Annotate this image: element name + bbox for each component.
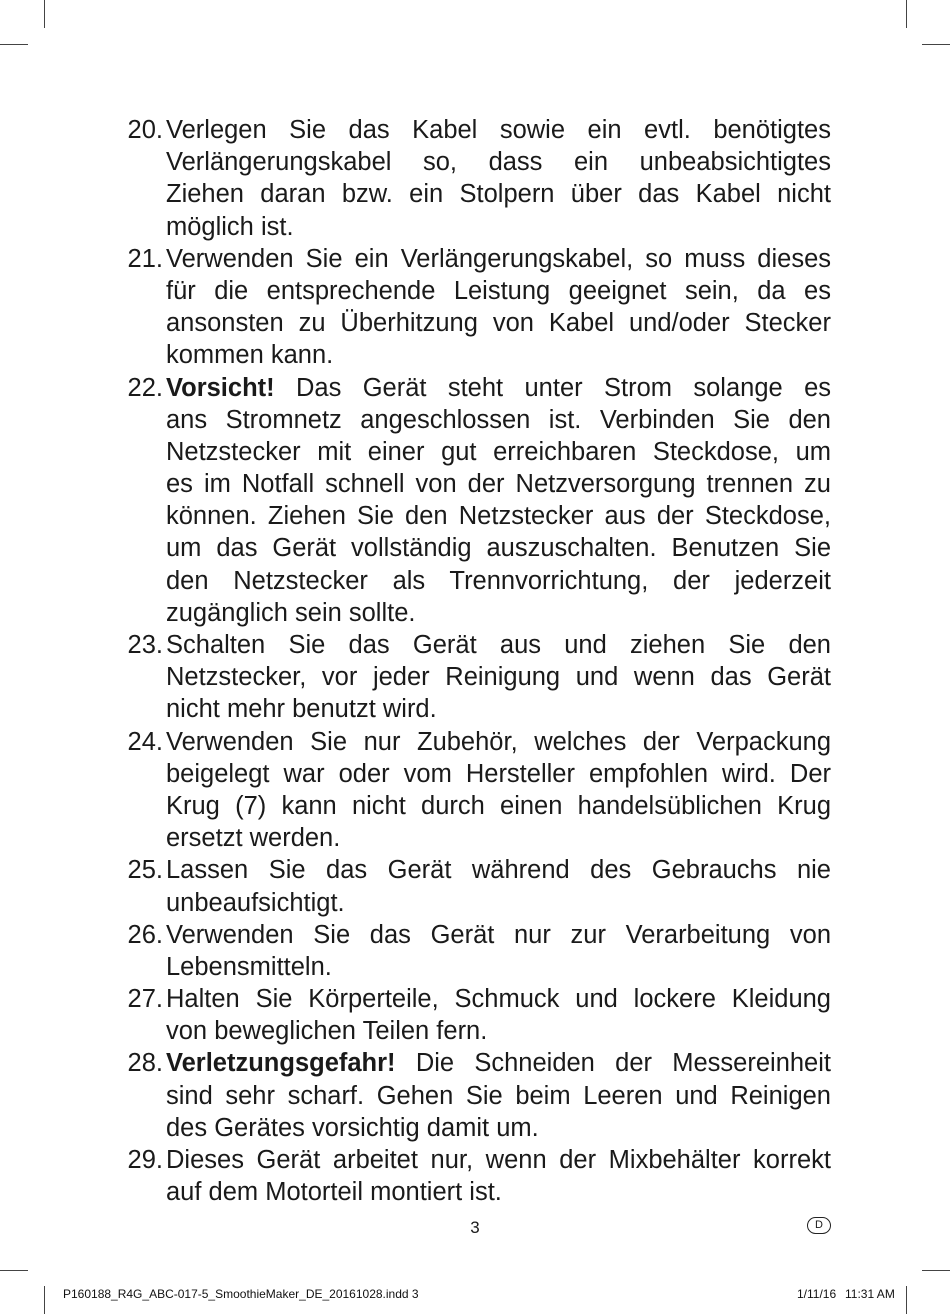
text-line: um das Gerät vollständig auszuschalten. Benutzen Sie bbox=[166, 534, 831, 563]
text-line: von beweglichen Teilen fern. bbox=[166, 1017, 488, 1046]
crop-mark bbox=[906, 0, 907, 28]
text-line: sind sehr scharf. Gehen Sie beim Leeren und Reinigen bbox=[166, 1081, 831, 1110]
text-line: des Gerätes vorsichtig damit um. bbox=[166, 1113, 539, 1142]
text-line: ansonsten zu Überhitzung von Kabel und/oder Stecker bbox=[166, 309, 831, 338]
list-item-number: 27. bbox=[127, 985, 163, 1014]
text-line: für die entsprechende Leistung geeignet sein, da es bbox=[166, 276, 831, 305]
page-number: 3 bbox=[470, 1218, 480, 1237]
warning-label: Vorsicht! bbox=[166, 373, 275, 402]
text-line: Netzstecker mit einer gut erreichbaren Steckdose, um bbox=[166, 437, 831, 466]
text-fragment: Die Schneiden der Messereinheit bbox=[395, 1049, 831, 1078]
list-item bbox=[119, 114, 831, 243]
text-line bbox=[166, 372, 831, 404]
crop-mark bbox=[922, 1270, 950, 1271]
list-item bbox=[119, 983, 831, 1047]
text-line: den Netzstecker als Trennvorrichtung, der jederzeit bbox=[166, 566, 831, 595]
list-item-number: 24. bbox=[127, 727, 163, 756]
text-line: Lebensmitteln. bbox=[166, 952, 332, 981]
text-line: kommen kann. bbox=[166, 341, 334, 370]
text-line: Verwenden Sie ein Verlängerungskabel, so muss dieses bbox=[166, 244, 831, 273]
list-item-number: 21. bbox=[127, 244, 163, 273]
text-line: zugänglich sein sollte. bbox=[166, 598, 416, 627]
list-item bbox=[119, 243, 831, 372]
list-item bbox=[119, 854, 831, 918]
slug-date: 1/11/16 bbox=[797, 1287, 837, 1301]
crop-mark bbox=[0, 1270, 28, 1271]
text-line: auf dem Motorteil montiert ist. bbox=[166, 1178, 502, 1207]
crop-mark bbox=[44, 0, 45, 28]
text-fragment: Das Gerät steht unter Strom solange es bbox=[274, 373, 831, 402]
text-line: Krug (7) kann nicht durch einen handelsüblichen Krug bbox=[166, 791, 831, 820]
list-item bbox=[119, 372, 831, 630]
list-item-number: 22. bbox=[127, 373, 163, 402]
crop-mark bbox=[0, 44, 28, 45]
text-line: Schalten Sie das Gerät aus und ziehen Sie den bbox=[166, 631, 831, 659]
text-line: Verwenden Sie das Gerät nur zur Verarbeitung von bbox=[166, 920, 831, 949]
language-badge: D bbox=[807, 1217, 831, 1234]
text-line: ersetzt werden. bbox=[166, 824, 341, 853]
text-line: es im Notfall schnell von der Netzversorgung trennen zu bbox=[166, 470, 831, 499]
list-item bbox=[119, 629, 831, 726]
text-line: Verlängerungskabel so, dass ein unbeabsichtigtes bbox=[166, 148, 831, 177]
text-line: können. Ziehen Sie den Netzstecker aus der Steckdose, bbox=[166, 502, 831, 531]
list-item bbox=[119, 919, 831, 983]
text-line: beigelegt war oder vom Hersteller empfohlen wird. Der bbox=[166, 759, 831, 788]
list-item bbox=[119, 1047, 831, 1144]
text-line bbox=[166, 1047, 831, 1079]
crop-mark bbox=[922, 44, 950, 45]
list-item-number: 20. bbox=[127, 116, 163, 144]
text-line: Verlegen Sie das Kabel sowie ein evtl. benötigtes bbox=[166, 116, 831, 144]
list-item-number: 28. bbox=[127, 1049, 163, 1078]
crop-mark bbox=[906, 1286, 907, 1314]
list-item bbox=[119, 1144, 831, 1208]
text-line: Verwenden Sie nur Zubehör, welches der Verpackung bbox=[166, 727, 831, 756]
list-item-number: 29. bbox=[127, 1146, 163, 1174]
text-line: Lassen Sie das Gerät während des Gebrauchs nie bbox=[166, 856, 831, 885]
safety-instructions-list bbox=[119, 114, 831, 1208]
list-item bbox=[119, 726, 831, 855]
text-line: Netzstecker, vor jeder Reinigung und wenn das Gerät bbox=[166, 663, 831, 692]
text-line: ans Stromnetz angeschlossen ist. Verbinden Sie den bbox=[166, 405, 831, 434]
crop-mark bbox=[44, 1286, 45, 1314]
text-line: Halten Sie Körperteile, Schmuck und lockere Kleidung bbox=[166, 985, 831, 1014]
list-item-number: 25. bbox=[127, 856, 163, 885]
text-line: möglich ist. bbox=[166, 212, 294, 241]
slug-time: 11:31 AM bbox=[845, 1287, 895, 1301]
list-item-number: 26. bbox=[127, 920, 163, 949]
slug-file-name: P160188_R4G_ABC-017-5_SmoothieMaker_DE_20161028.indd 3 bbox=[63, 1287, 419, 1301]
text-line: nicht mehr benutzt wird. bbox=[166, 695, 437, 724]
text-line: Dieses Gerät arbeitet nur, wenn der Mixbehälter korrekt bbox=[166, 1146, 831, 1174]
text-line: unbeaufsichtigt. bbox=[166, 888, 345, 917]
list-item-number: 23. bbox=[127, 631, 163, 659]
warning-label: Verletzungsgefahr! bbox=[166, 1049, 396, 1078]
text-line: Ziehen daran bzw. ein Stolpern über das Kabel nicht bbox=[166, 180, 831, 209]
